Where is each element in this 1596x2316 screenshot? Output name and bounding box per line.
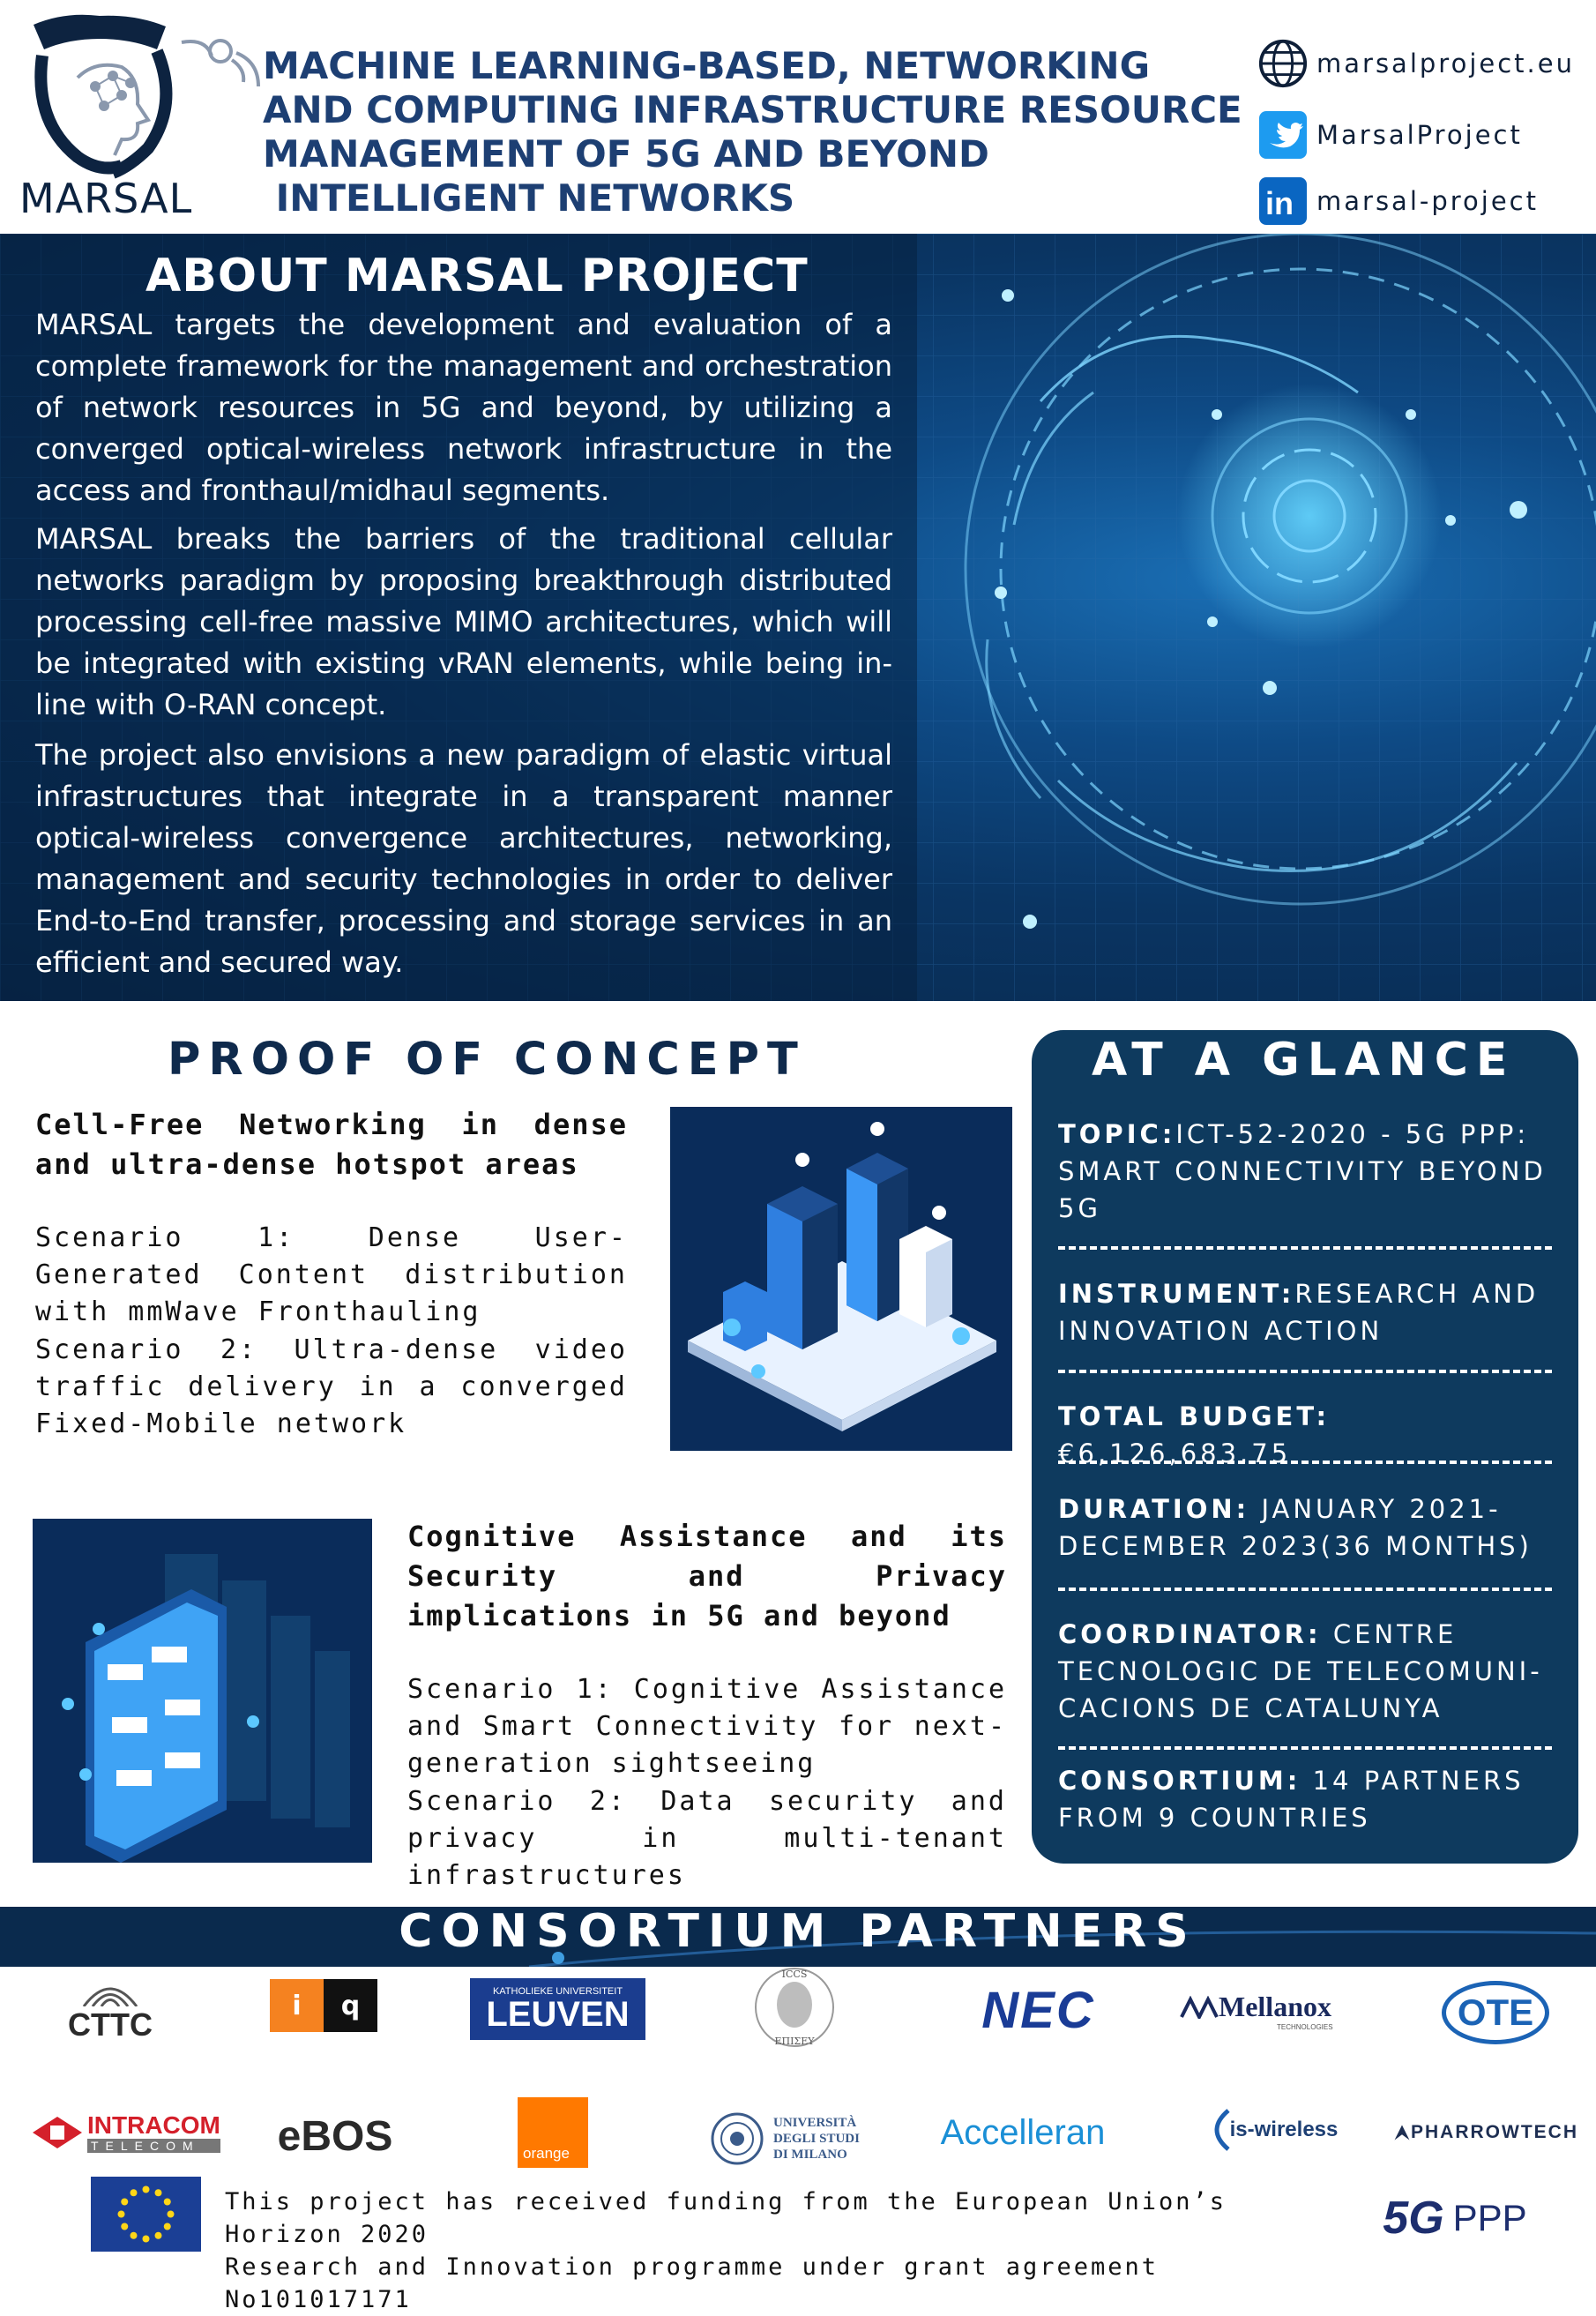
twitter-icon: [1257, 108, 1309, 161]
glance-title: AT A GLANCE: [1092, 1034, 1516, 1087]
eu-star: [164, 2199, 171, 2206]
funding-line-2: Research and Innovation programme under grant agreement No101017171: [225, 2253, 1160, 2313]
glance-value: JANUARY 2021- DECEMBER 2023(36 MONTHS): [1058, 1494, 1533, 1561]
leuven-text: LEUVEN: [486, 1995, 630, 2034]
glance-value: RESEARCH AND INNOVATION ACTION: [1058, 1279, 1540, 1346]
glance-topic: [1058, 1116, 1552, 1227]
intracom-logo: [31, 2106, 225, 2159]
poc-title: PROOF OF CONCEPT: [168, 1034, 806, 1086]
nec-text: NEC: [981, 1981, 1095, 2039]
eu-star: [131, 2189, 138, 2196]
ote-logo: [1442, 1981, 1549, 2044]
title-line: AND COMPUTING INFRASTRUCTURE RESOURCE: [263, 88, 1242, 131]
poc1-heading: Cell-Free Networking in dense and ultra-dense hotspot areas: [35, 1108, 628, 1181]
accelleran-logo: [935, 2106, 1111, 2159]
iccs-bottom-text: ΕΠΙΣΕΥ: [773, 2036, 815, 2047]
glance-coordinator: [1058, 1616, 1552, 1727]
title-line: MACHINE LEARNING-BASED, NETWORKING: [263, 44, 1151, 87]
linkedin-link[interactable]: [1257, 175, 1539, 228]
smartphone-apps-illustration: [33, 1519, 372, 1863]
iq-orange-block: i: [270, 1979, 324, 2032]
orange-logo: [518, 2097, 588, 2168]
glance-divider: [1058, 1246, 1552, 1250]
eu-star: [121, 2199, 128, 2206]
glance-value: ICT-52-2020 - 5G PPP: SMART CONNECTIVITY BEYOND 5G: [1058, 1119, 1547, 1223]
about-section: [0, 234, 1596, 1001]
glance-label: COORDINATOR:: [1058, 1619, 1322, 1649]
globe-icon: [1257, 37, 1309, 90]
cttc-text: CTTC: [68, 2006, 153, 2043]
poc2-heading: Cognitive Assistance and its Security and Privacy implications in 5G and beyond: [407, 1520, 1007, 1632]
iq-logo: [270, 1979, 377, 2032]
twitter-link[interactable]: [1257, 108, 1523, 161]
glance-label: INSTRUMENT:: [1058, 1279, 1295, 1309]
ebos-text: eBOS: [277, 2112, 393, 2160]
about-paragraph: MARSAL breaks the barriers of the traditional cellular networks paradigm by proposing breakthrough distributed processing cell-free massive MIMO architectures, which will be integrated with existing vRAN elements, while being in-line with O-RAN concept.: [35, 522, 892, 721]
iccs-top-text: ICCS: [781, 1969, 807, 1980]
title-line: INTELLIGENT NETWORKS: [263, 176, 795, 220]
ote-text: OTE: [1457, 1991, 1534, 2033]
glance-value: €6,126,683.75: [1058, 1438, 1292, 1468]
glance-label: CONSORTIUM:: [1058, 1766, 1301, 1796]
nec-logo: [961, 1981, 1115, 2039]
glance-label: TOTAL BUDGET:: [1058, 1401, 1331, 1431]
at-a-glance-panel: [1032, 1030, 1578, 1864]
intracom-sub: TELECOM: [87, 2139, 220, 2153]
website-label: marsalproject.eu: [1316, 49, 1575, 78]
ppp-text: PPP: [1452, 2197, 1527, 2238]
eu-star: [143, 2236, 150, 2243]
eu-star: [155, 2189, 162, 2196]
svg-text:in: in: [1265, 185, 1294, 221]
title-line: MANAGEMENT OF 5G AND BEYOND: [263, 132, 989, 176]
iccs-logo: [748, 1965, 840, 2049]
logo-wordmark: MARSAL: [19, 175, 193, 222]
about-title: ABOUT MARSAL PROJECT: [145, 250, 809, 303]
pharrowtech-mark-icon: [1393, 2121, 1411, 2144]
mellanox-logo: [1180, 1984, 1365, 2037]
glance-value: 14 PARTNERS FROM 9 COUNTRIES: [1058, 1766, 1536, 1833]
linkedin-label: marsal-project: [1316, 186, 1539, 216]
5g-text: 5G: [1383, 2193, 1444, 2244]
twitter-label: MarsalProject: [1316, 120, 1523, 150]
poc1-scenario-1: Scenario 1: Dense User-Generated Content distribution with mmWave Fronthauling: [35, 1222, 628, 1327]
consortium-title: CONSORTIUM PARTNERS: [399, 1905, 1197, 1958]
intracom-mark-icon: [31, 2115, 84, 2150]
poc1-scenario-2: Scenario 2: Ultra-dense video traffic delivery in a converged Fixed-Mobile network: [35, 1334, 628, 1439]
glance-divider: [1058, 1588, 1552, 1591]
pharrowtech-text: PHARROWTECH: [1411, 2122, 1578, 2142]
linkedin-icon: [1257, 175, 1309, 228]
about-paragraph: MARSAL targets the development and evaluation of a complete framework for the management and orchestration of network resources in 5G and beyond, by utilizing a converged optical-wireless network infrastructure in the access and fronthaul/midhaul segments.: [35, 308, 892, 507]
cttc-logo: [44, 1965, 176, 2053]
glance-label: TOPIC:: [1058, 1119, 1176, 1149]
funding-statement: [225, 2185, 1309, 2316]
glance-divider: [1058, 1370, 1552, 1373]
poc2-scenario-1: Scenario 1: Cognitive Assistance and Smart Connectivity for next-generation sightseeing: [407, 1674, 1007, 1779]
leuven-top: KATHOLIEKE UNIVERSITEIT: [492, 1986, 623, 1997]
glance-duration: [1058, 1490, 1552, 1565]
mellanox-text: Mellanox: [1219, 1991, 1331, 2022]
glance-value: CENTRE TECNOLOGIC DE TELECOMUNI-CACIONS DE CATALUNYA: [1058, 1619, 1543, 1723]
milano-text: UNIVERSITÀ DEGLI STUDI DI MILANO: [773, 2116, 860, 2162]
website-link[interactable]: [1257, 37, 1575, 90]
is-wireless-text: is-wireless: [1229, 2118, 1339, 2141]
mellanox-mark-icon: [1180, 1996, 1219, 2019]
smart-city-illustration: [670, 1107, 1012, 1451]
glance-divider: [1058, 1746, 1552, 1750]
leuven-logo: [470, 1978, 645, 2040]
intracom-text: INTRACOM: [87, 2111, 220, 2139]
glance-instrument: [1058, 1275, 1552, 1349]
glance-divider: [1058, 1461, 1552, 1464]
ebos-logo: [265, 2110, 406, 2163]
poc2-scenario-2: Scenario 2: Data security and privacy in multi-tenant infrastructures: [407, 1786, 1007, 1891]
milano-seal-icon: [710, 2111, 764, 2166]
page-title: [263, 44, 1242, 220]
milano-logo: [710, 2108, 886, 2170]
eu-star: [164, 2223, 171, 2230]
pharrowtech-logo: [1393, 2115, 1578, 2150]
glance-consortium: [1058, 1762, 1552, 1836]
eu-star: [131, 2232, 138, 2239]
accelleran-text: Accelleran: [940, 2112, 1106, 2152]
eu-star: [155, 2232, 162, 2239]
is-wireless-logo: [1190, 2099, 1349, 2161]
glance-label: DURATION:: [1058, 1494, 1250, 1524]
eu-star: [118, 2211, 125, 2218]
eu-flag: [91, 2177, 201, 2252]
orange-text: orange: [523, 2145, 570, 2162]
eu-star: [168, 2211, 175, 2218]
eu-star: [143, 2186, 150, 2193]
5g-ppp-logo: [1358, 2187, 1552, 2249]
eu-star: [121, 2223, 128, 2230]
iq-black-block: q: [324, 1979, 377, 2032]
funding-line-1: This project has received funding from the European Union’s Horizon 2020: [225, 2188, 1227, 2248]
mellanox-sub: TECHNOLOGIES: [1277, 2023, 1333, 2031]
about-paragraph: The project also envisions a new paradigm of elastic virtual infrastructures that integrate in a transparent manner optical-wireless convergence architectures, networking, management and security technologies in order to deliver End-to-End transfer, processing and storage services in an efficient and secured way.: [35, 738, 892, 979]
